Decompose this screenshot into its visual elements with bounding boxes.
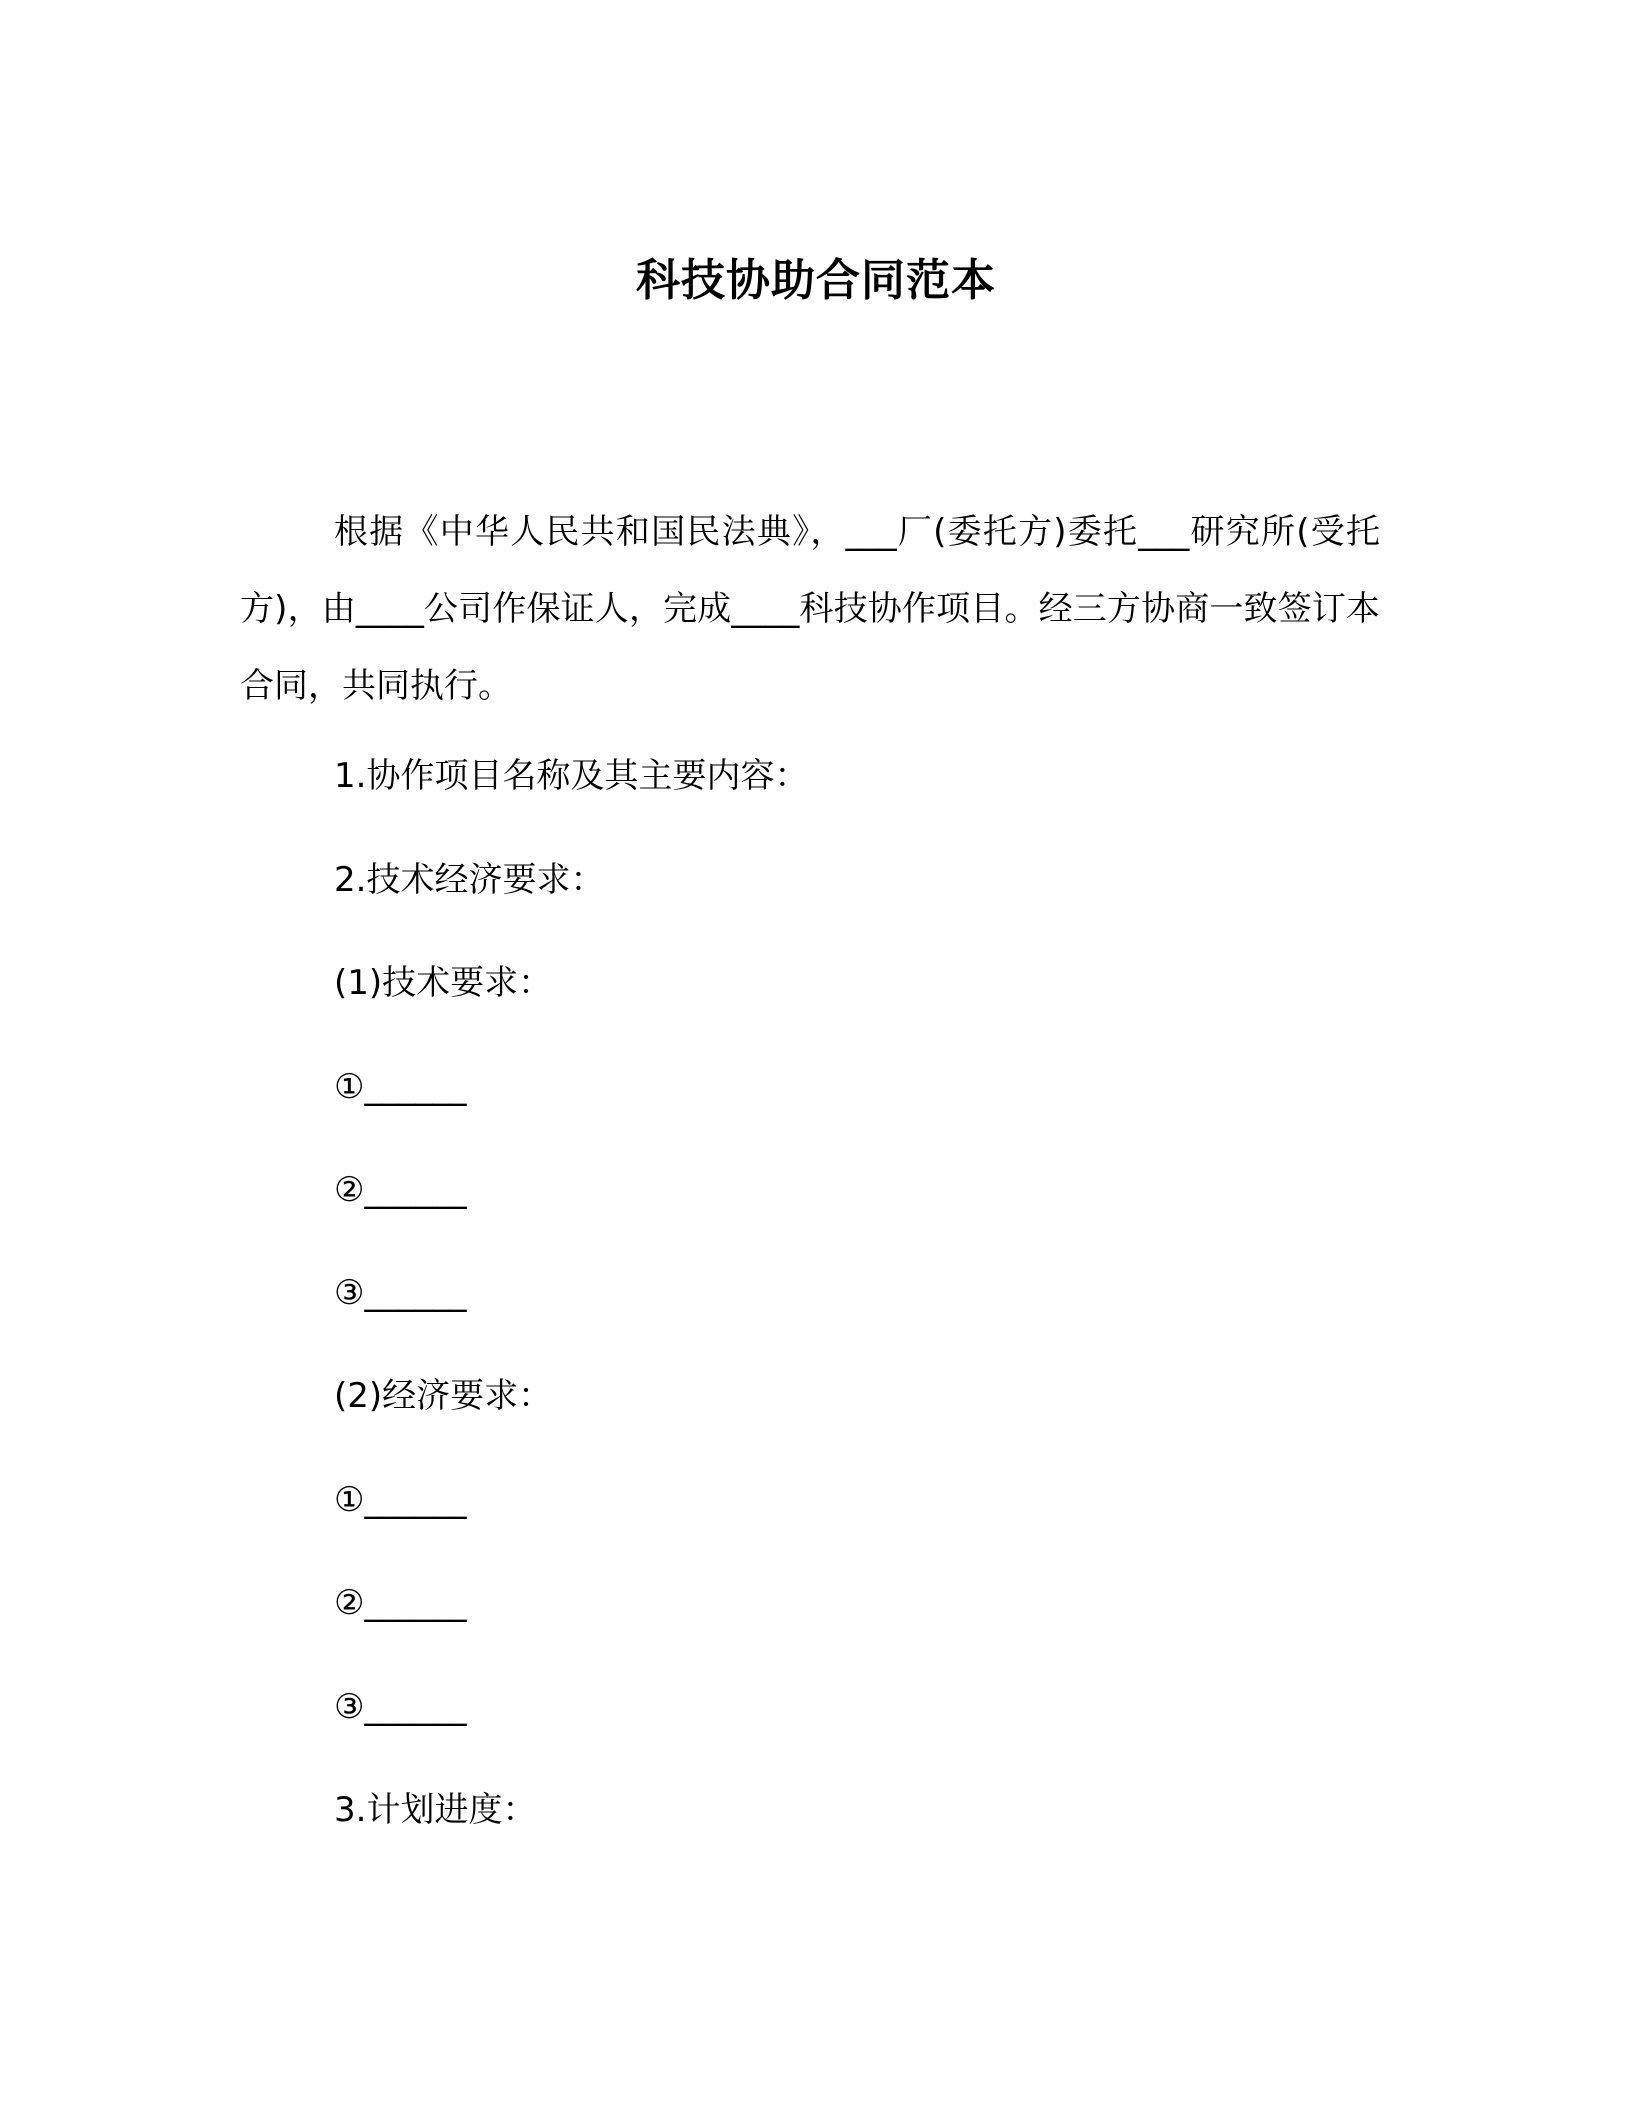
tech-item-1: ①______: [334, 1067, 467, 1107]
econ-requirements-heading: (2)经济要求：: [334, 1376, 553, 1416]
section-3-heading: 3.计划进度：: [334, 1790, 537, 1830]
section-2-heading: 2.技术经济要求：: [334, 860, 605, 900]
section-1-heading: 1.协作项目名称及其主要内容：: [334, 756, 809, 796]
tech-item-3: ③______: [334, 1273, 467, 1313]
tech-item-2: ②______: [334, 1170, 467, 1210]
econ-item-1: ①______: [334, 1480, 467, 1520]
econ-item-3: ③______: [334, 1687, 467, 1727]
econ-item-2: ②______: [334, 1583, 467, 1623]
document-title: 科技协助合同范本: [636, 255, 996, 307]
tech-requirements-heading: (1)技术要求：: [334, 963, 553, 1003]
intro-paragraph: 根据《中华人民共和国民法典》，___厂(委托方)委托___研究所(受托方)，由____公司作保证人，完成____科技协作项目。经三方协商一致签订本合同，共同执行。: [240, 512, 1380, 706]
